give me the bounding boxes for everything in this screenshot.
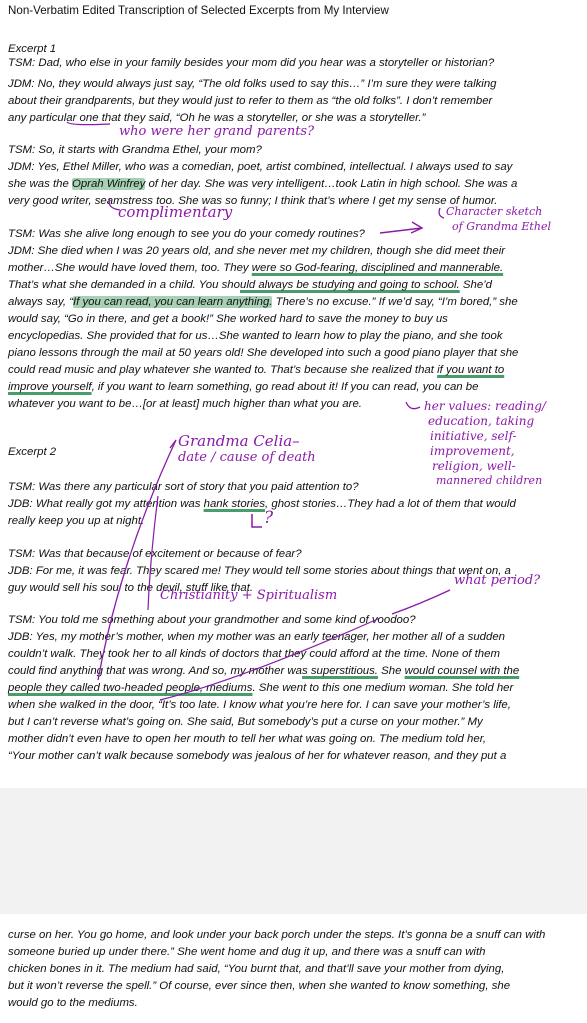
transcript-line: TSM: You told me something about your grandmother and some kind of voodoo?	[8, 614, 416, 626]
transcript-line: when she walked in the door, “It’s too late. I know what you’re here for. I can save your mother’s life,	[8, 699, 511, 711]
annotation-values: education, taking	[428, 414, 535, 428]
transcript-line: any particular one that they said, “Oh he was a storyteller, or she was a storyteller.”	[8, 112, 426, 124]
transcript-line: she was the Oprah Winfrey of her day. She was very intelligent…took Latin in high school. She was a	[8, 178, 518, 190]
transcript-line: mother didn’t even have to open her mouth to tell her what was going on. The medium told her,	[8, 733, 487, 745]
annotation-what-period: what period?	[454, 573, 541, 588]
transcript-line: couldn’t walk. They took her to all kinds of doctors that they could afford at the time. None of them	[8, 648, 500, 660]
transcript-line: chicken bones in it. The medium had said, “You burnt that, and that’ll save your mother from dying,	[8, 963, 505, 975]
transcript-line: would say, “Go in there, and get a book!” She worked hard to save the money to buy us	[8, 313, 448, 325]
annotation-grandma-celia: Grandma Celia–	[178, 432, 300, 450]
highlight: s superstitious.	[302, 665, 378, 677]
transcript-line: TSM: So, it starts with Grandma Ethel, your mom?	[8, 144, 262, 156]
annotation-question: ?	[264, 508, 274, 528]
transcript-line: but I can’t reverse what’s going on. She said, But somebody’s put a curse on your mother.” My	[8, 716, 483, 728]
transcript-line: curse on her. You go home, and look under your back porch under the steps. It’s gonna be a snuff can with	[8, 929, 546, 941]
annotation-values: mannered children	[436, 474, 543, 487]
highlight: If you can read, you can learn anything.	[72, 296, 273, 308]
highlight: if you want to	[437, 364, 505, 376]
annotation-values: religion, well-	[432, 459, 516, 473]
transcript-line: mother…She would have loved them, too. They were so God-fearing, disciplined and mannerable.	[8, 262, 504, 274]
transcript-line: about their grandparents, but they would just to refer to them as “the old folks”. I don’t remember	[8, 95, 493, 107]
excerpt-1-heading: Excerpt 1	[8, 43, 57, 55]
transcript-line: JDB: For me, it was fear. They scared me! They would tell some stories about things that went on, a	[8, 565, 511, 577]
highlight: two-headed people, mediums	[103, 682, 253, 694]
transcript-line: TSM: Was she alive long enough to see you do your comedy routines?	[8, 228, 365, 240]
annotation-complimentary: complimentary	[118, 203, 233, 221]
transcript-line: very good writer, seamstress too. She was so funny; I think that’s where I get my sense of humor.	[8, 195, 498, 207]
transcript-line: would go to the mediums.	[8, 997, 138, 1009]
annotation-christianity: Christianity + Spiritualism	[160, 588, 338, 603]
transcript-line: JDB: What really got my attention was hank stories, ghost stories…They had a lot of them that would	[8, 498, 516, 510]
highlight: hank stories	[203, 498, 266, 510]
excerpt-2-heading: Excerpt 2	[8, 446, 57, 458]
transcript-line: That’s what she demanded in a child. You should always be studying and going to school. She’d	[8, 279, 493, 291]
transcript-line: whatever you want to be…[or at least] much higher than what you are.	[8, 398, 362, 410]
highlight: would counsel with the	[404, 665, 520, 677]
highlight: improve yourself	[8, 381, 92, 393]
highlight: were so God-fearing, disciplined and mannerable.	[251, 262, 504, 274]
transcript-line: TSM: Dad, who else in your family besides your mom did you hear was a storyteller or historian?	[8, 57, 495, 69]
transcript-line: could read music and play whatever she wanted to. That’s because she realized that if you want to	[8, 364, 505, 376]
annotation-character-sketch: Character sketch	[446, 205, 543, 218]
transcript-line: “Your mother can’t walk because somebody was jealous of her for whatever reason, and they put a	[8, 750, 507, 762]
annotation-values: her values: reading/	[424, 399, 546, 413]
transcript-line: always say, “If you can read, you can learn anything. There’s no excuse.” If we’d say, “I’m bored,” she	[8, 296, 518, 308]
annotation-grandma-celia: date / cause of death	[178, 450, 316, 465]
annotation-values: initiative, self-	[430, 429, 517, 443]
highlight: uld always be studying and going to school.	[239, 279, 460, 291]
page-gap	[0, 788, 587, 914]
annotation-values: improvement,	[430, 444, 515, 458]
transcript-line: but it won’t reverse the spell.” Of course, ever since then, when she wanted to know something, she	[8, 980, 511, 992]
highlight: Oprah Winfrey	[71, 178, 146, 190]
transcript-line: really keep you up at night.	[8, 515, 145, 527]
transcript-line: guy would sell his soul to the devil, stuff like that.	[8, 582, 254, 594]
transcript-line: JDM: She died when I was 20 years old, and she never met my children, though she did meet their	[8, 245, 506, 257]
transcript-line: someone buried up under there.” She went home and dug it up, and there was a snuff can with	[8, 946, 486, 958]
document-title: Non-Verbatim Edited Transcription of Selected Excerpts from My Interview	[8, 4, 389, 17]
annotation-grandparents: who were her grand parents?	[119, 124, 315, 139]
annotation-character-sketch: of Grandma Ethel	[452, 220, 551, 233]
transcript-line: JDM: Yes, Ethel Miller, who was a comedian, poet, artist combined, intellectual. I always used to say	[8, 161, 513, 173]
transcript-line: JDB: Yes, my mother’s mother, when my mother was an early teenager, her mother all of a sudden	[8, 631, 506, 643]
transcript-line: people they called two-headed people, mediums. She went to this one medium woman. She told her	[8, 682, 514, 694]
transcript-line: TSM: Was there any particular sort of story that you paid attention to?	[8, 481, 359, 493]
document-page-2	[0, 914, 587, 1023]
transcript-line: encyclopedias. She provided that for us…She wanted to learn how to play the piano, and she took	[8, 330, 503, 342]
transcript-line: could find anything that was wrong. And so, my mother was superstitious. She would counsel with the	[8, 665, 520, 677]
transcript-line: TSM: Was that because of excitement or because of fear?	[8, 548, 302, 560]
transcript-line: piano lessons through the mail at 50 years old! She developed into such a good piano player that she	[8, 347, 519, 359]
transcript-line: JDM: No, they would always just say, “The old folks used to say this…” I’m sure they were talking	[8, 78, 497, 90]
transcript-line: improve yourself, if you want to learn something, go read about it! If you can read, you can be	[8, 381, 479, 393]
